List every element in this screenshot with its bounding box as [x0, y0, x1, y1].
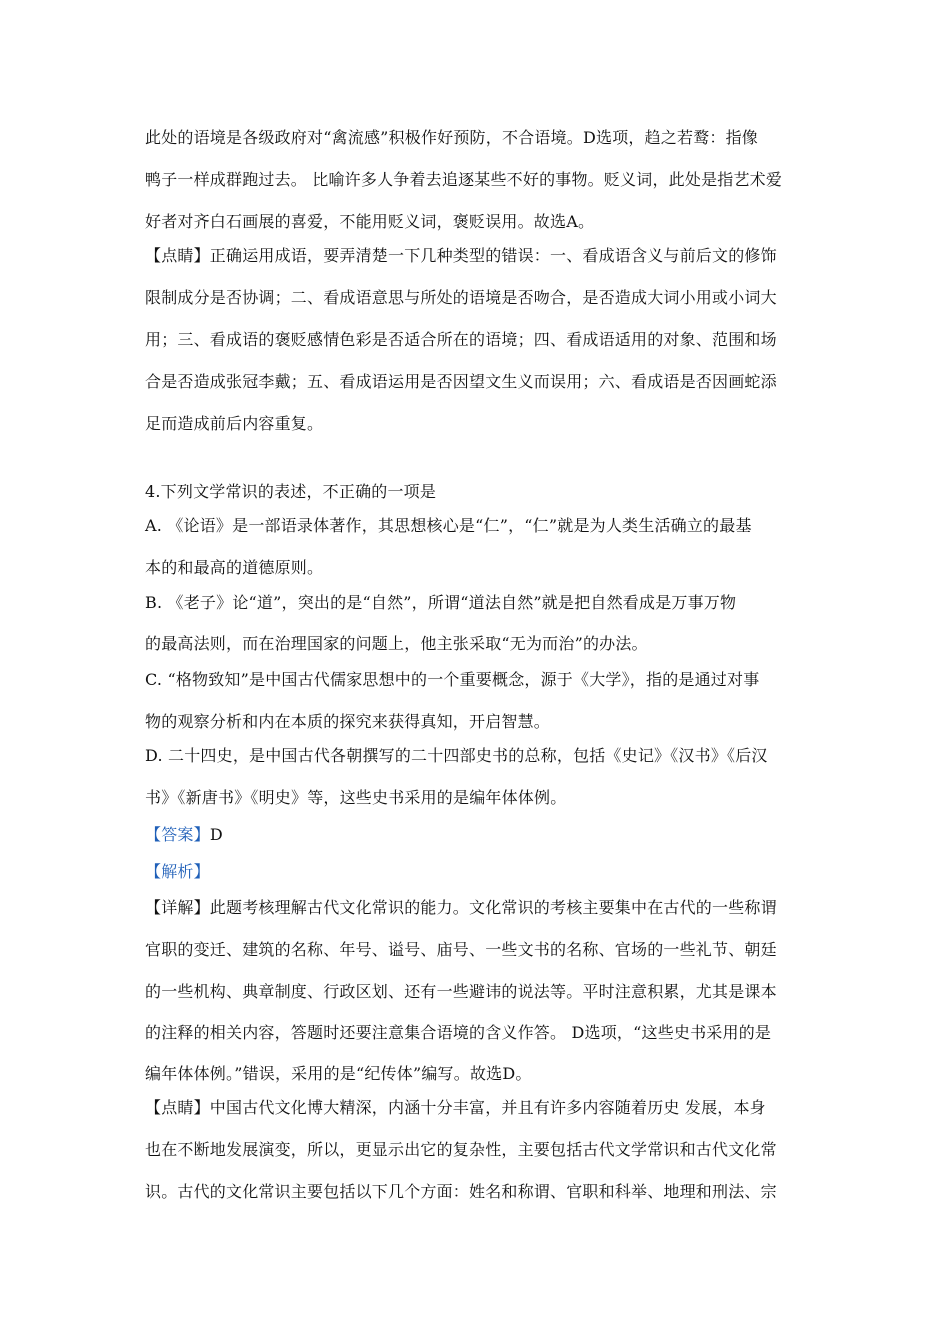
prev-dianjing-line: 合是否造成张冠李戴；五、看成语运用是否因望文生义而误用；六、看成语是否因画蛇添 [145, 372, 777, 391]
prev-dianjing-line: 用；三、看成语的褒贬感情色彩是否适合所在的语境；四、看成语适用的对象、范围和场 [145, 330, 777, 349]
detail-line: 的注释的相关内容，答题时还要注意集合语境的含义作答。 D选项，“这些史书采用的是 [145, 1023, 772, 1042]
option-d-line: D. 二十四史，是中国古代各朝撰写的二十四部史书的总称，包括《史记》《汉书》《后汉 [145, 746, 768, 765]
answer-value: D [209, 825, 223, 844]
answer-tag: 【答案】 [145, 825, 210, 844]
prev-analysis-line: 此处的语境是各级政府对“禽流感”积极作好预防，不合语境。D选项，趋之若鹜：指像 [145, 128, 758, 147]
prev-dianjing-line: 足而造成前后内容重复。 [145, 414, 324, 433]
dianjing-line: 也在不断地发展演变，所以，更显示出它的复杂性，主要包括古代文学常识和古代文化常 [145, 1140, 777, 1159]
option-a-line: A. 《论语》是一部语录体著作，其思想核心是“仁”，“仁”就是为人类生活确立的最基 [145, 516, 752, 535]
prev-analysis-line: 鸭子一样成群跑过去。 比喻许多人争着去追逐某些不好的事物。贬义词，此处是指艺术爱 [145, 170, 783, 189]
prev-analysis-line: 好者对齐白石画展的喜爱，不能用贬义词，褒贬误用。故选A。 [145, 212, 595, 231]
prev-dianjing-line: 【点睛】正确运用成语，要弄清楚一下几种类型的错误：一、看成语含义与前后文的修饰 [145, 246, 777, 265]
dianjing-line: 识。古代的文化常识主要包括以下几个方面：姓名和称谓、官职和科举、地理和刑法、宗 [145, 1182, 777, 1201]
dianjing-line: 【点睛】中国古代文化博大精深，内涵十分丰富，并且有许多内容随着历史 发展，本身 [145, 1098, 766, 1117]
detail-line: 【详解】此题考核理解古代文化常识的能力。文化常识的考核主要集中在古代的一些称谓 [145, 898, 777, 917]
detail-line: 的一些机构、典章制度、行政区划、还有一些避讳的说法等。平时注意积累，尤其是课本 [145, 982, 777, 1001]
option-b-line: 的最高法则，而在治理国家的问题上，他主张采取“无为而治”的办法。 [145, 634, 648, 653]
option-b-line: B. 《老子》论“道”，突出的是“自然”，所谓“道法自然”就是把自然看成是万事万物 [145, 593, 737, 612]
analysis-tag: 【解析】 [145, 862, 210, 881]
option-c-line: C. “格物致知”是中国古代儒家思想中的一个重要概念，源于《大学》，指的是通过对事 [145, 670, 760, 689]
detail-line: 编年体体例。”错误，采用的是“纪传体”编写。故选D。 [145, 1064, 532, 1083]
answer-line [145, 825, 810, 845]
prev-dianjing-line: 限制成分是否协调；二、看成语意思与所处的语境是否吻合，是否造成大词小用或小词大 [145, 288, 777, 307]
option-c-line: 物的观察分析和内在本质的探究来获得真知，开启智慧。 [145, 712, 551, 731]
option-a-line: 本的和最高的道德原则。 [145, 558, 324, 577]
question-stem: 4.下列文学常识的表述，不正确的一项是 [145, 482, 437, 501]
detail-line: 官职的变迁、建筑的名称、年号、谥号、庙号、一些文书的名称、官场的一些礼节、朝廷 [145, 940, 777, 959]
option-d-line: 书》《新唐书》《明史》等，这些史书采用的是编年体体例。 [145, 788, 567, 807]
